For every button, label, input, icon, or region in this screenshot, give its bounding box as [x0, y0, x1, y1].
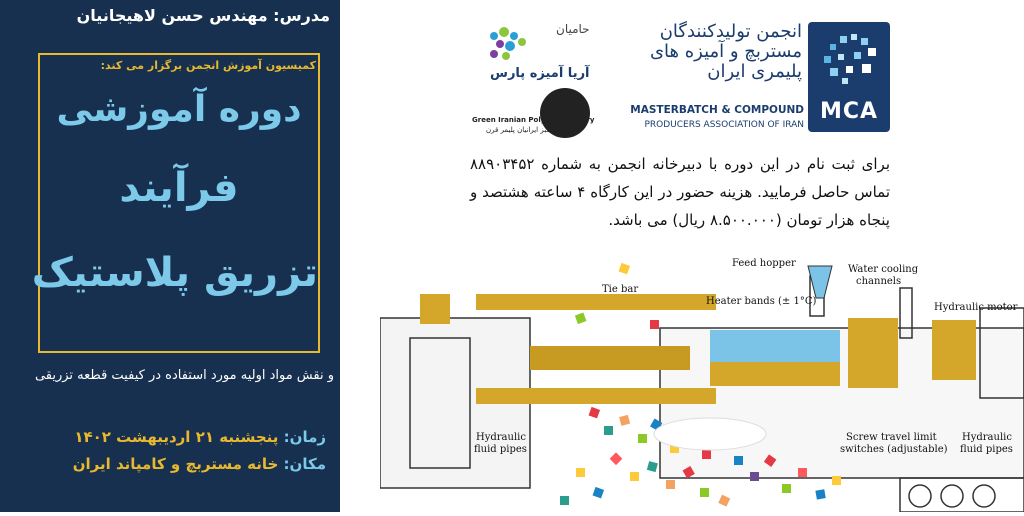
injection-machine-illustration: [380, 258, 1024, 512]
label-hydraulic-left-1: Hydraulic: [476, 432, 526, 443]
mca-logo-text: MCA: [819, 99, 879, 124]
label-feed-hopper: Feed hopper: [732, 258, 796, 269]
label-hydraulic-left-2: fluid pipes: [474, 444, 527, 455]
label-screw-travel-1: Screw travel limit: [846, 432, 937, 443]
date-row: [6, 428, 326, 446]
registration-text: برای ثبت نام در این دوره با دبیرخانه انجمن به شماره ۸۸۹۰۳۴۵۲ تماس حاصل فرمایید. هزینه حضور در این کارگاه ۴ ساعته هشتصد و پنجاه هزار تومان (۸.۵۰۰.۰۰۰ ریال) می باشد.: [470, 155, 891, 229]
course-title-line2: فرآیند: [119, 165, 239, 211]
date-value: پنجشنبه ۲۱ اردیبهشت ۱۴۰۲: [74, 428, 279, 446]
course-title-box: [31, 53, 320, 353]
association-fa-line2: مستربچ و آمیزه های: [649, 41, 802, 62]
label-channels: channels: [856, 276, 902, 287]
label-hydraulic-right-1: Hydraulic: [962, 432, 1012, 443]
association-name-en-line1: MASTERBATCH & COMPOUND: [630, 104, 804, 116]
label-heater-bands: Heater bands (± 1°C): [706, 296, 817, 307]
mca-logo: [808, 22, 890, 132]
commission-text: کمیسیون آموزش انجمن برگزار می کند:: [100, 59, 316, 72]
location-value: خانه مستربچ و کامپاند ایران: [72, 455, 279, 473]
course-info-panel: [0, 0, 340, 512]
sponsor2-name-en: Green Iranian Polymer Century: [472, 116, 595, 124]
association-fa-line1: انجمن تولیدکنندگان: [659, 21, 802, 42]
association-fa-line3: پلیمری ایران: [707, 61, 802, 82]
injection-machine-diagram: [380, 258, 1024, 512]
location-row: [6, 455, 326, 473]
course-title-line3: تزریق پلاستیک: [31, 250, 318, 296]
sponsor2-name-fa: شرکت سبز ایرانیان پلیمر قرن: [486, 126, 575, 134]
label-hydraulic-right-2: fluid pipes: [960, 444, 1013, 455]
course-title-line1: دوره آموزشی: [56, 89, 302, 130]
label-water-cooling: Water cooling: [848, 264, 919, 275]
mca-logo-dots-icon: [818, 32, 880, 88]
instructor-name: مدرس: مهندس حسن لاهیجانیان: [76, 6, 330, 25]
date-label: زمان:: [283, 428, 326, 446]
label-hydraulic-motor: Hydraulic motor: [934, 302, 1018, 313]
label-tie-bar: Tie bar: [602, 284, 639, 295]
association-name-fa: [628, 22, 802, 82]
sponsors-label: حامیان: [556, 22, 590, 36]
association-name-en-line2: PRODUCERS ASSOCIATION OF IRAN: [644, 120, 804, 130]
course-subtitle: و نقش مواد اولیه مورد استفاده در کیفیت قطعه تزریقی: [34, 368, 334, 383]
location-label: مکان:: [283, 455, 326, 473]
sponsor1-name: آریا آمیزه پارس: [490, 66, 590, 81]
label-screw-travel-2: switches (adjustable): [840, 444, 948, 455]
